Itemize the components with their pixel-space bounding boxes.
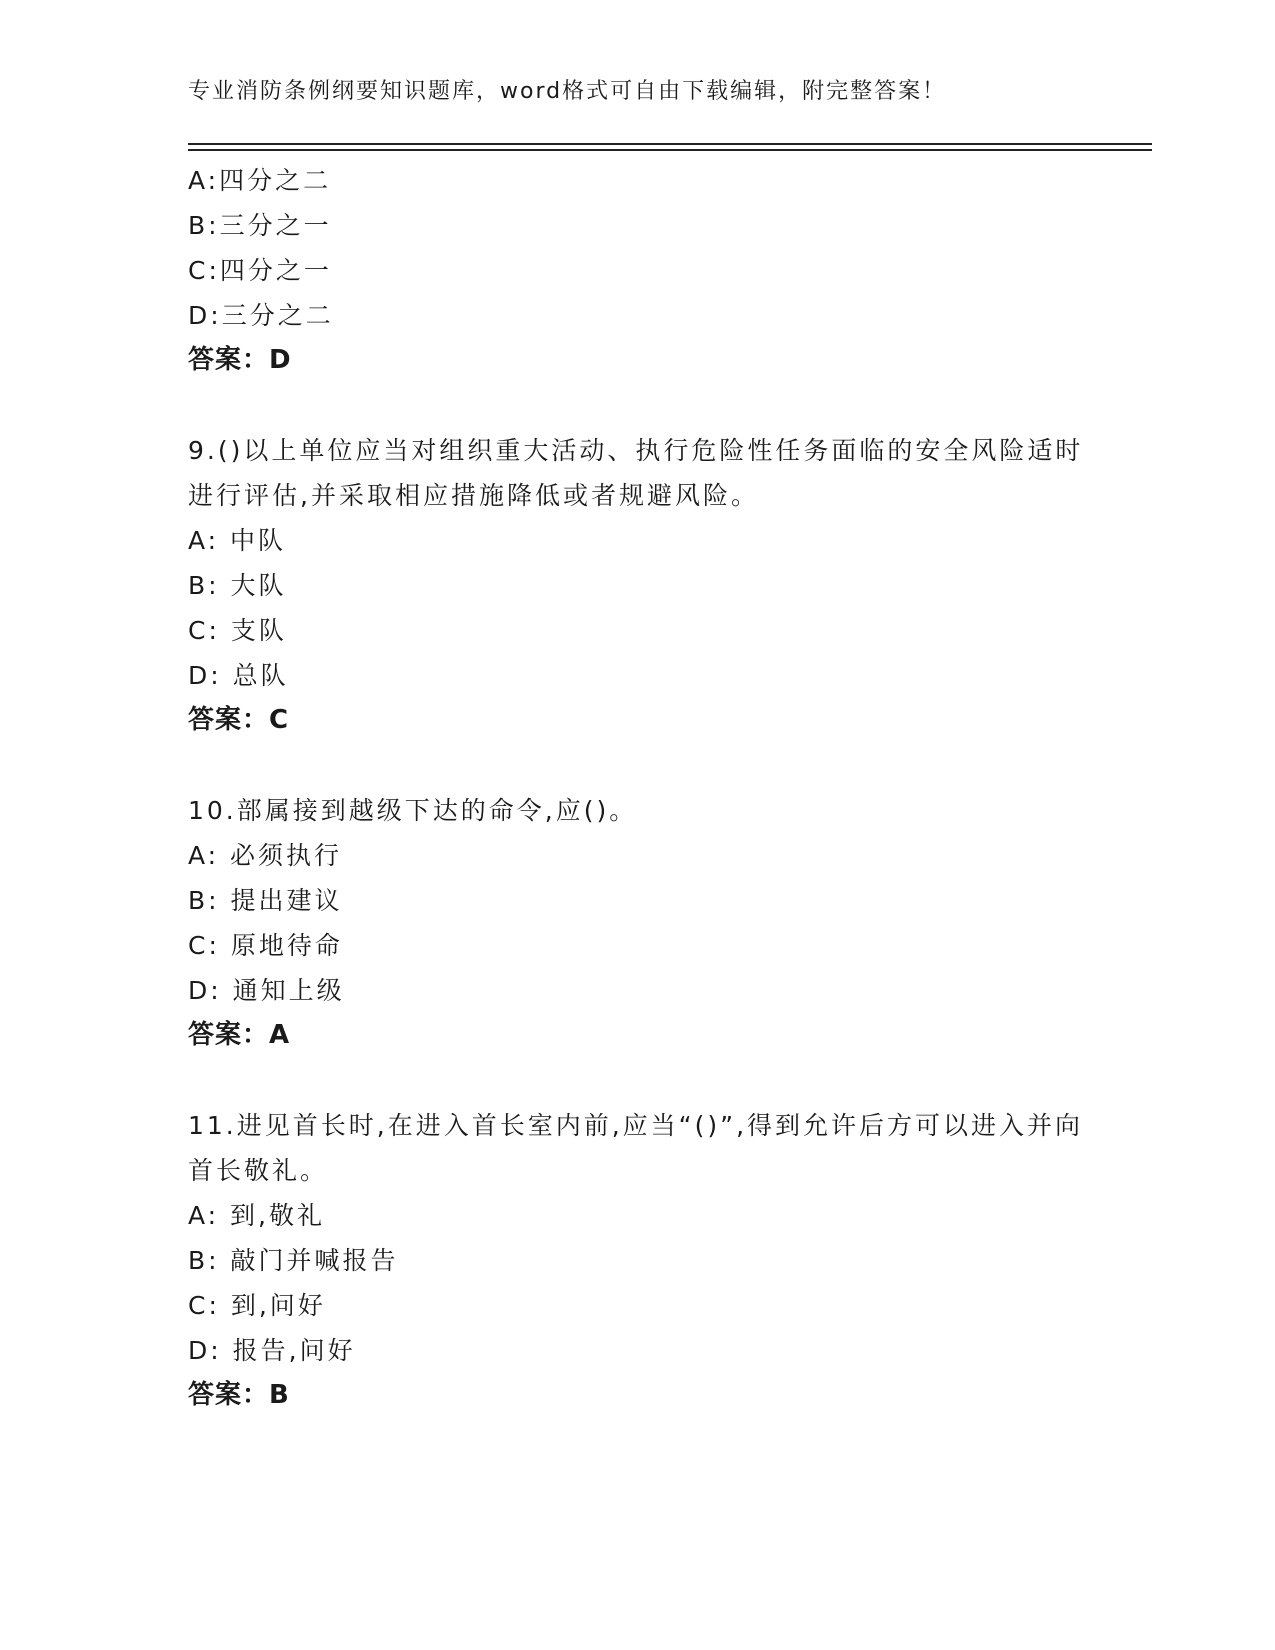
- option-b: [188, 203, 1128, 248]
- question-stem: 9.()以上单位应当对组织重大活动、执行危险性任务面临的安全风险适时进行评估,并采取相应措施降低或者规避风险。: [188, 436, 1084, 510]
- option-a: [188, 518, 1128, 563]
- option-letter: D:: [188, 661, 222, 690]
- option-d: [188, 968, 1128, 1013]
- option-letter: B:: [188, 571, 220, 600]
- option-d: [188, 293, 1128, 338]
- option-text: 原地待命: [230, 931, 343, 960]
- answer-line: 答案：B: [188, 1380, 290, 1410]
- option-letter: A:: [188, 526, 220, 555]
- option-text: 四分之一: [219, 256, 332, 285]
- option-text: 三分之一: [219, 211, 332, 240]
- spacer: [188, 383, 1128, 428]
- option-letter: C:: [188, 256, 220, 285]
- option-text: 必须执行: [230, 841, 343, 870]
- question-continued: [188, 158, 1128, 383]
- question-list: [188, 158, 1128, 1418]
- option-text: 提出建议: [230, 886, 343, 915]
- question-11: [188, 1103, 1128, 1418]
- option-text: 总队: [232, 661, 289, 690]
- answer-line: 答案：D: [188, 345, 292, 375]
- question-10: [188, 788, 1128, 1058]
- option-letter: A:: [188, 1201, 220, 1230]
- option-c: [188, 248, 1128, 293]
- option-letter: B:: [188, 886, 220, 915]
- option-text: 中队: [230, 526, 287, 555]
- option-text: 四分之二: [219, 166, 332, 195]
- option-text: 通知上级: [232, 976, 345, 1005]
- option-letter: D:: [188, 976, 222, 1005]
- option-text: 到,敬礼: [230, 1201, 325, 1230]
- option-text: 支队: [230, 616, 287, 645]
- option-a: [188, 158, 1128, 203]
- option-text: 三分之二: [221, 301, 334, 330]
- option-text: 大队: [230, 571, 287, 600]
- header-rule-top: [188, 143, 1152, 145]
- option-c: [188, 608, 1128, 653]
- option-d: [188, 1328, 1128, 1373]
- spacer: [188, 1058, 1128, 1103]
- option-b: [188, 878, 1128, 923]
- question-stem: 11.进见首长时,在进入首长室内前,应当“()”,得到允许后方可以进入并向首长敬礼。: [188, 1111, 1084, 1185]
- question-stem: 10.部属接到越级下达的命令,应()。: [188, 796, 638, 825]
- option-a: [188, 833, 1128, 878]
- spacer: [188, 743, 1128, 788]
- page-header: 专业消防条例纲要知识题库，word格式可自由下载编辑，附完整答案！: [188, 79, 947, 104]
- option-text: 敲门并喊报告: [230, 1246, 399, 1275]
- option-d: [188, 653, 1128, 698]
- option-letter: C:: [188, 616, 220, 645]
- option-b: [188, 1238, 1128, 1283]
- option-letter: C:: [188, 1291, 220, 1320]
- option-text: 到,问好: [230, 1291, 326, 1320]
- option-letter: D:: [188, 1336, 222, 1365]
- option-b: [188, 563, 1128, 608]
- header-rule-bottom: [188, 149, 1152, 151]
- answer-line: 答案：A: [188, 1020, 291, 1050]
- option-letter: D:: [188, 301, 222, 330]
- answer-line: 答案：C: [188, 705, 290, 735]
- option-letter: A:: [188, 841, 220, 870]
- option-letter: B:: [188, 1246, 220, 1275]
- option-c: [188, 1283, 1128, 1328]
- option-a: [188, 1193, 1128, 1238]
- option-letter: C:: [188, 931, 220, 960]
- option-letter: A:: [188, 166, 220, 195]
- question-9: [188, 428, 1128, 743]
- option-c: [188, 923, 1128, 968]
- option-text: 报告,问好: [232, 1336, 356, 1365]
- option-letter: B:: [188, 211, 220, 240]
